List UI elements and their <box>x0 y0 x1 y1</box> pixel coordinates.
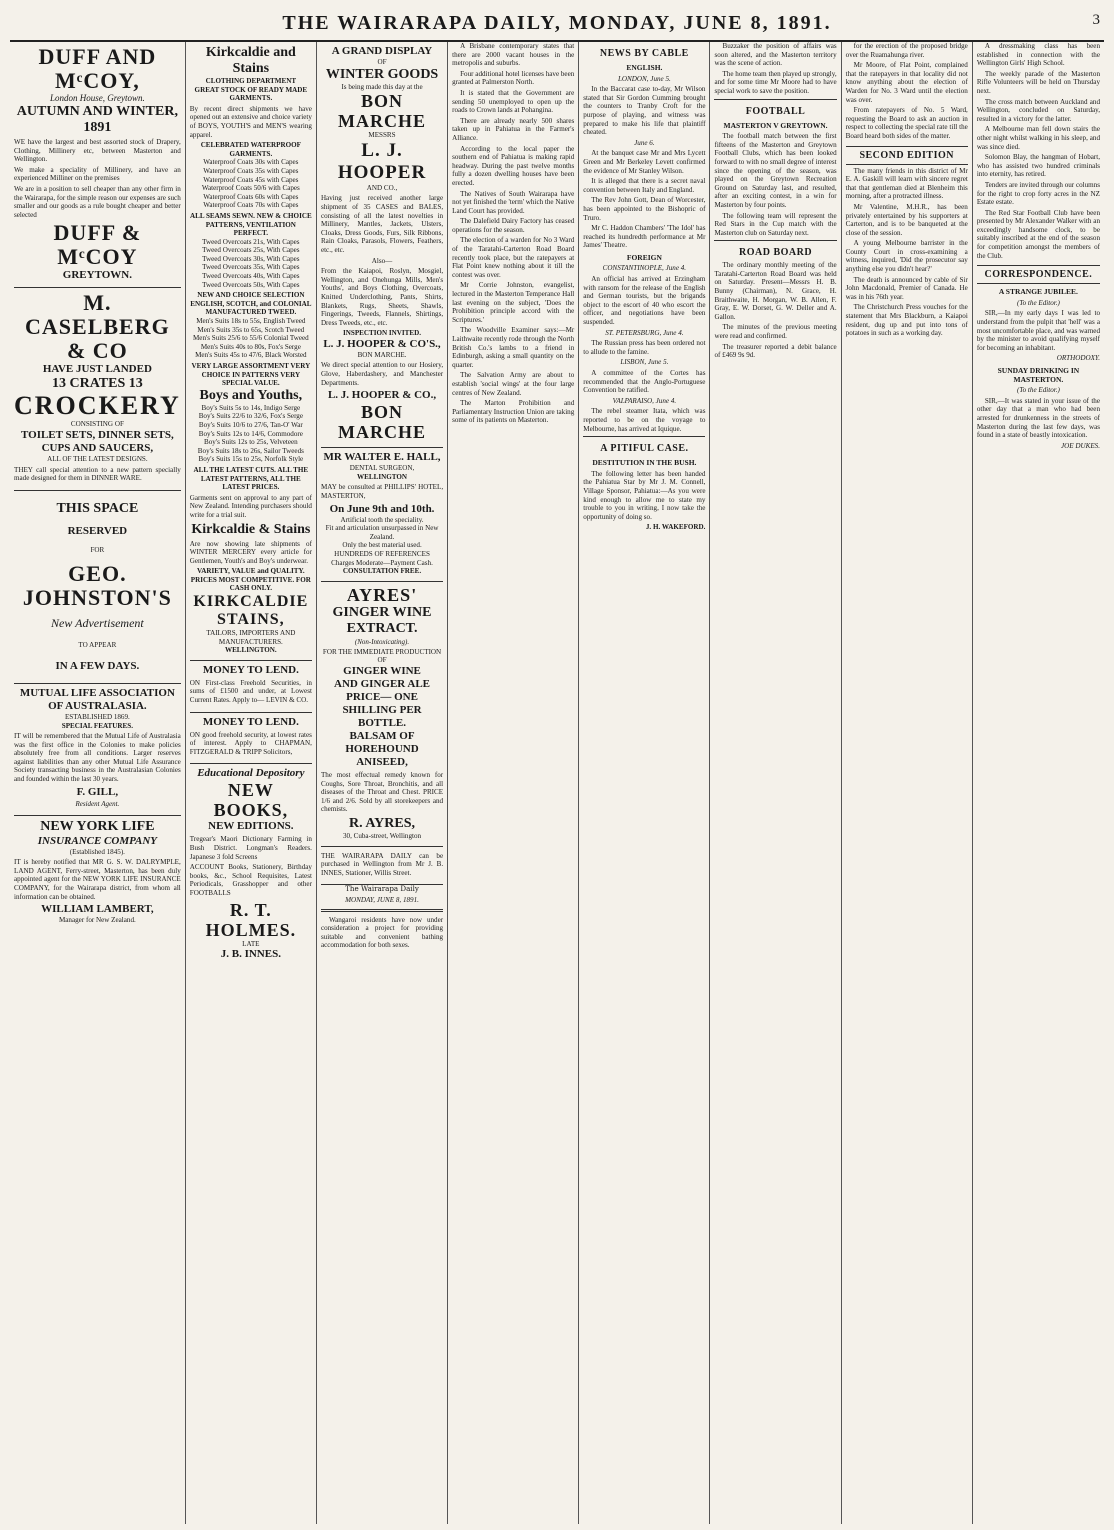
correspondence-head: CORRESPONDENCE. <box>977 265 1100 284</box>
reserved-line-2: RESERVED <box>67 524 128 537</box>
new-york-life-ad <box>14 816 181 930</box>
news-paragraph: The Russian press has been ordered not to allude to the famine. <box>583 339 706 356</box>
firm-location: London House, Greytown. <box>50 93 145 103</box>
hooper-text-3: We direct special attention to our Hosiery, Glove, Haberdashery, and Manchester Departments. <box>320 361 444 387</box>
price-line: Tweed Overcoats 21s, With Capes <box>202 237 300 246</box>
duff-mccoy-ad <box>14 42 181 288</box>
caselberg-crockery: CROCKERY <box>14 391 181 421</box>
kirkcaldie-assortment: VERY LARGE ASSORTMENT VERY CHOICE IN PATTERNS VERY SPECIAL VALUE. <box>191 362 311 388</box>
cable-sub: ENGLISH. <box>626 63 663 72</box>
caselberg-cups: CUPS AND SAUCERS, <box>41 441 154 454</box>
news-paragraph: The treasurer reported a debit balance of £469 9s 9d. <box>714 342 837 360</box>
price-line: Waterproof Coats 70s with Capes <box>203 201 299 210</box>
dentist-materials: Only the best material used. <box>342 541 422 550</box>
column-1 <box>10 42 186 1524</box>
price-line: Boy's Suits 22/6 to 32/6, Fox's Serge <box>198 412 304 421</box>
dateline: LISBON, June 5. <box>620 358 669 367</box>
nyl-text: IT is hereby notified that MR G. S. W. DALRYMPLE, LAND AGENT, Ferry-street, Masterton, has been duly appointed agent for the NEW YORK LIFE INSURANCE COMPANY, for the Wairarapa district, from whom all information can be obtained. <box>14 858 181 901</box>
johnston-reserved-ad <box>14 491 181 684</box>
letter-text-2: SIR,—It was stated in your issue of the other day that a man who had been arrested for drunkenness in the streets of Masterton during the last few days, was found in a state of beastly intoxication. <box>976 396 1100 440</box>
money-text: ON First-class Freehold Securities, in sums of £1500 and under, at Lowest Current Rates. Apply to— LEVIN & CO. <box>189 678 312 705</box>
bon-marche: BON MARCHE <box>338 91 427 132</box>
price-line: Men's Suits 45s to 47/6, Black Worsted <box>195 351 307 360</box>
news-paragraph: The election of a warden for No 3 Ward of the Taratahi-Carterton Road Board recently took place, but the ratepayers at Flat Point knew nothing about it till the contest was over. <box>452 236 575 279</box>
ayres-name: AYRES' <box>346 584 418 605</box>
kirkcaldie-dept: CLOTHING DEPARTMENT <box>205 77 297 85</box>
bon-marche-ad <box>321 42 443 448</box>
news-paragraph: Tenders are invited through our columns for the right to crop forty acres in the NZ Estate estate. <box>976 180 1100 207</box>
kirkcaldie-great: GREAT STOCK OF READY MADE GARMENTS. <box>194 85 308 103</box>
news-paragraph: The minutes of the previous meeting were read and confirmed. <box>714 323 837 341</box>
letter-title: A STRANGE JUBILEE. <box>998 287 1078 297</box>
money-head: MONEY TO LEND. <box>202 663 299 676</box>
editions-head: NEW EDITIONS. <box>208 820 294 833</box>
dentist-title: DENTAL SURGEON, <box>349 464 415 473</box>
daily-text: THE WAIRARAPA DAILY can be purchased in Wellington from Mr J. B. INNES, Stationer, Willis Street. <box>320 851 444 877</box>
price-line: Tweed Overcoats 25s, With Capes <box>202 246 300 255</box>
dentist-consultation: CONSULTATION FREE. <box>342 567 422 576</box>
football-sub: MASTERTON V GREYTOWN. <box>723 120 828 130</box>
road-board-head: ROAD BOARD <box>739 247 813 259</box>
second-edition-head: SECOND EDITION <box>846 146 968 165</box>
ayres-name-2: R. AYRES, <box>349 815 416 831</box>
letter-signature-2: JOE DUKES. <box>1060 441 1100 450</box>
kirkcaldie-head-4: STAINS, <box>217 611 285 629</box>
cable-head: NEWS BY CABLE <box>599 48 689 59</box>
news-paragraph: In the Baccarat case to-day, Mr Wilson stated that Sir Gordon Cumming brought the counters to Tranby Croft for the purpose of playing, and witness was prepared to make his life that plaintiff cheated. <box>583 85 706 137</box>
news-paragraph: It is alleged that there is a secret naval convention between Italy and England. <box>583 177 706 194</box>
paper-date: MONDAY, JUNE 8, 1891. <box>345 895 419 904</box>
dentist-refs: HUNDREDS OF REFERENCES <box>334 550 430 558</box>
holmes-innes: J. B. INNES. <box>220 948 281 961</box>
news-paragraph: The football match between the first fifteens of the Masterton and Greytown Football Clubs, which has been looked forward to with no small degree of interest since the opening of the season, was played on the Greytown Recreation Ground on Saturday last, and resulted, after an exciting contest, in a win for Masterton by four points. <box>714 132 837 209</box>
ayres-gw: GINGER WINE <box>343 664 421 677</box>
price-line: Waterproof Coats 60s with Capes <box>203 192 299 201</box>
dentist-town: WELLINGTON <box>357 472 407 481</box>
news-paragraph: Solomon Blay, the hangman of Hobart, who has assisted two hundred criminals into eternity, has retired. <box>976 153 1100 179</box>
news-paragraph: The weekly parade of the Masterton Rifle Volunteers will be held on Thursday next. <box>976 69 1100 95</box>
dateline: CONSTANTINOPLE, June 4. <box>602 264 687 273</box>
football-head: FOOTBALL <box>745 105 806 117</box>
kirkcaldie-head-3: KIRKCALDIE <box>193 593 309 611</box>
ayres-ga: AND GINGER ALE <box>334 677 430 690</box>
dentist-charges: Charges Moderate—Payment Cash. <box>331 558 433 567</box>
nyl-manager-role: Manager for New Zealand. <box>58 916 136 925</box>
ayres-extract: EXTRACT. <box>346 620 418 636</box>
firm-name-2: DUFF & MᶜCOY <box>53 220 142 270</box>
column-2 <box>186 42 317 1524</box>
books-head: NEW BOOKS, <box>213 780 289 821</box>
news-paragraph: From ratepayers of No. 5 Ward, requesting the Board to ask an auction in respect to collecting the special rate till the Board heard both sides of the matter. <box>845 106 968 140</box>
kirkcaldie-variety: VARIETY, VALUE and QUALITY. PRICES MOST COMPETITIVE. FOR CASH ONLY. <box>190 567 311 593</box>
news-paragraph: A young Melbourne barrister in the County Court in cross-examining a witness, inquired, 'Did the prosecutor say anything else you didn't hear?' <box>845 239 968 274</box>
reserved-line-4: GEO. <box>68 561 127 587</box>
editorial-section <box>321 885 443 950</box>
signature: J. H. WAKEFORD. <box>645 523 706 532</box>
ayres-address: 30, Cuba-street, Wellington <box>342 831 422 840</box>
price-line: Men's Suits 40s to 80s, Fox's Serge <box>200 342 301 351</box>
caselberg-attention: THEY call special attention to a new pattern specially made designed for them in DINNER WARE. <box>14 465 181 483</box>
divider <box>321 909 443 912</box>
price-line: Men's Suits 25/6 to 55/6 Colonial Tweed <box>192 334 309 343</box>
news-paragraph: The Salvation Army are about to establish 'social wings' at the four large centres of New Zealand. <box>452 371 575 397</box>
mutual-title: MUTUAL LIFE ASSOCIATION <box>19 686 175 699</box>
news-paragraph: A committee of the Cortes has recommended that the Anglo-Portuguese Convention be ratified. <box>583 369 706 395</box>
mutual-text: IT will be remembered that the Mutual Life of Australasia was the first office in the Colonies to make policies absolutely free from all conditions. Larger reserves against liabilities than any other Mutual Life Assurance Society transacting business in the Australasian Colonies and founded within the last 30 years. <box>14 732 181 784</box>
reserved-line-6: New Advertisement <box>51 616 144 631</box>
reserved-line-5: JOHNSTON'S <box>22 585 172 611</box>
news-paragraph: Mr Valentine, M.H.R., has been privately entertained by his supporters at Carterton, and is to be banqueted at the close of the session. <box>845 202 968 237</box>
price-line: Waterproof Coats 45s with Capes <box>203 175 299 184</box>
grand-of: OF <box>377 58 387 66</box>
column-8 <box>973 42 1104 1524</box>
holmes-late: LATE <box>242 939 260 948</box>
kirkcaldie-cut: ALL THE LATEST CUTS. ALL THE LATEST PATTERNS, ALL THE LATEST PRICES. <box>193 465 309 492</box>
price-line: Waterproof Coats 35s with Capes <box>203 166 299 175</box>
news-paragraph: The rebel steamer Itata, which was reported to be on the voyage to Melbourne, has arrived at Iquique. <box>583 407 706 433</box>
news-paragraph: According to the local paper the southern end of Pahiatua is making rapid headway. During the past twelve months fully a dozen dwelling houses have been erected. <box>452 144 575 187</box>
dentist-teeth: Artificial tooth the speciality. <box>340 515 424 524</box>
kirkcaldie-boys: Boys and Youths, <box>199 387 303 403</box>
kirkcaldie-sent: Garments sent on approval to any part of New Zealand. Intending purchasers should write for a trial suit. <box>189 493 312 519</box>
hooper-text-2: From the Kaiapoi, Roslyn, Mosgiel, Wellington, and Onehunga Mills, Men's Youths', and Boys Clothing, Overcoats, Knitted Underclothing, Pants, Shirts, Blankets, Rugs, Sheets, Shawls, Fingerings, Tweeds, Flannels, Shirtings, Dress Tweeds, etc., etc. <box>320 267 444 327</box>
kirkcaldie-suits: NEW AND CHOICE SELECTION ENGLISH, SCOTCH, and COLONIAL MANUFACTURED TWEED. <box>190 291 312 317</box>
news-paragraph: Mr Moore, of Flat Point, complained that the ratepayers in that locality did not know anything about the election of Warden for No. 3 Ward until the election was over. <box>845 61 968 104</box>
reserved-line-3: FOR <box>90 545 105 554</box>
column-7 <box>842 42 973 1524</box>
hooper-name-2: L. J. HOOPER & CO'S., <box>323 337 441 350</box>
mutual-life-ad <box>14 684 181 816</box>
reserved-line-7: TO APPEAR <box>78 641 117 650</box>
caselberg-crates: 13 CRATES 13 <box>52 376 143 392</box>
price-line: Tweed Overcoats 40s, With Capes <box>202 272 300 281</box>
mutual-region: OF AUSTRALASIA. <box>48 699 147 712</box>
letter-text: SIR,—In my early days I was led to understand from the pulpit that 'hell' was a most uncomfortable place, and was warned by the minister to avoid qualifying myself for becoming an inhabitant. <box>976 309 1100 352</box>
column-3 <box>317 42 448 1524</box>
reserved-line-8: IN A FEW DAYS. <box>55 659 140 672</box>
kirkcaldie-sewn: ALL SEAMS SEWN. NEW & CHOICE PATTERNS, VENTILATION PERFECT. <box>190 211 312 238</box>
count-text: ACCOUNT Books, Stationery, Birthday books, &c., School Requisites, Latest Periodicals, Grasshopper and other FOOTBALLS <box>189 863 312 897</box>
news-paragraph: The Red Star Football Club have been presented by Mr Alexander Walker with an exceedingly handsome clock, to be suitably inscribed at the end of the season for competition amongst the members of the Club. <box>976 208 1100 260</box>
money-to-lend-ad <box>190 661 312 713</box>
kirkcaldie-head: Kirkcaldie and Stains <box>205 45 296 76</box>
news-paragraph: The Woodville Examiner says:—Mr Laithwaite recently rode through the North British Co.'s lambs to a friend in Edinburgh, asking a small quantity on the quarter. <box>452 326 575 369</box>
grand-display: A GRAND DISPLAY <box>331 45 433 57</box>
news-paragraph: The Natives of South Wairarapa have not yet finished the 'term' which the Native Land Court has provided. <box>452 189 575 215</box>
caselberg-name: M. CASELBERG & CO <box>25 290 170 364</box>
news-paragraph: A Brisbane contemporary states that there are 2000 vacant houses in the metropolis and suburbs. <box>452 42 575 68</box>
news-paragraph: The Rev John Gott, Dean of Worcester, has been appointed to the Bishopric of Truro. <box>583 196 706 222</box>
dentist-dates: On June 9th and 10th. <box>329 502 435 515</box>
news-paragraph: Four additional hotel licenses have been granted at Palmerston North. <box>452 69 575 87</box>
masthead <box>10 6 1104 42</box>
ayres-remedy: The most effectual remedy known for Coughs, Sore Throat, Bronchitis, and all diseases of the Throat and Chest. PRICE 1/6 and 2/6. Sold by all storekeepers and chemists. <box>320 770 444 814</box>
divider <box>714 99 836 100</box>
letter-signature: ORTHODOXY. <box>1056 354 1100 363</box>
ayres-ginger: GINGER WINE <box>332 604 432 620</box>
hooper-andco: AND CO., <box>366 183 398 192</box>
messrs: MESSRS <box>368 131 396 140</box>
price-line: Waterproof Coats 50/6 with Capes <box>201 184 300 193</box>
to-editor: (To the Editor.) <box>1016 298 1060 307</box>
news-paragraph: A Melbourne man fell down stairs the other night whilst walking in his sleep, and was since died. <box>976 125 1100 151</box>
foreign-head: FOREIGN <box>626 252 662 262</box>
price-line: Men's Suits 35s to 65s, Scotch Tweed <box>197 325 305 334</box>
price-line: Boy's Suits 12s to 14/6, Commodore <box>198 429 303 438</box>
news-paragraph: A dressmaking class has been established in connection with the Wellington Girls' High School. <box>976 42 1100 68</box>
dentist-consult: MAY be consulted at PHILLIPS' HOTEL, MASTERTON, <box>320 483 444 501</box>
tregear-text: Tregear's Maori Dictionary Farming in Bush District. Longman's Readers. Japanese 3 fold Screens <box>189 835 312 861</box>
hooper-name: L. J. HOOPER <box>337 139 427 183</box>
ayres-balsam: BALSAM OF HOREHOUND ANISEED, <box>345 729 419 768</box>
news-paragraph: The Marton Prohibition and Parliamentary Instruction Union are taking some of its patients on Masterton. <box>452 399 575 425</box>
pitiful-head: A PITIFUL CASE. <box>600 443 689 455</box>
column-grid <box>10 42 1104 1524</box>
caselberg-consisting: CONSISTING OF <box>70 420 124 429</box>
dateline: ST. PETERSBURG, June 4. <box>605 328 684 337</box>
price-line: Men's Suits 18s to 55s, English Tweed <box>196 317 306 326</box>
news-paragraph: The Christchurch Press vouches for the statement that Mrs Blackburn, a Kaiapoi resident, dug up and put into tons of potatoes in such as a working day. <box>845 303 968 338</box>
price-line: Boy's Suits 10/6 to 27/6, Tan-O' War <box>198 420 303 429</box>
price-line: Tweed Overcoats 35s, With Capes <box>202 263 300 272</box>
kirkcaldie-showing: Are now showing late shipments of WINTER MERCERY every article for Gentlemen, Youth's and Boy's underwear. <box>189 539 312 565</box>
masthead-title: THE WAIRARAPA DAILY, MONDAY, JUNE 8, 1891. <box>282 12 832 34</box>
price-line: Waterproof Coats 30s with Capes <box>203 158 299 167</box>
money-to-lend-ad-2 <box>190 713 312 765</box>
hooper-also: Also— <box>371 256 393 265</box>
kirkcaldie-town: WELLINGTON. <box>224 646 277 655</box>
nyl-manager: WILLIAM LAMBERT, <box>41 903 154 916</box>
news-paragraph: The death is announced by cable of Sir John Macdonald, Premier of Canada. He was in his 76th year. <box>845 275 968 301</box>
ad-paragraph: We make a speciality of Millinery, and have an experienced Milliner on the premises <box>14 165 181 183</box>
kirkcaldie-tailors: TAILORS, IMPORTERS AND MANUFACTURERS. <box>206 629 296 646</box>
mutual-agent: F. GILL, <box>76 785 119 798</box>
dentist-name: MR WALTER E. HALL, <box>323 451 441 464</box>
ayres-ad <box>321 582 443 847</box>
mutual-features: SPECIAL FEATURES. <box>61 721 133 730</box>
mutual-established: ESTABLISHED 1869. <box>64 712 130 721</box>
news-paragraph: for the erection of the proposed bridge over the Ruamahunga river. <box>845 42 968 59</box>
news-paragraph: The following letter has been handed the Pahiatua Star by Mr J. M. Connell, Village Sponsor, Pahiatua:—As you were kind enough to allow me to state my trouble to you in writing, I now take the opportunity of doing so. <box>583 469 706 521</box>
news-paragraph: The home team then played up strongly, and for some time Mr Moore had to have special work to save the position. <box>714 69 837 95</box>
news-paragraph: It is stated that the Government are sending 50 unemployed to open up the roads to Crown lands at Pohangina. <box>452 88 575 115</box>
hooper-inspection: INSPECTION INVITED. <box>342 329 422 338</box>
holmes-ad <box>190 764 312 966</box>
ad-paragraph: We are in a position to sell cheaper than any other firm in the Wairarapa, for the simple reason our expenses are such smaller and our goods as a rule bought cheaper and better selected <box>14 184 181 219</box>
dateline: VALPARAISO, June 4. <box>612 396 677 405</box>
column-5 <box>579 42 710 1524</box>
dateline: LONDON, June 5. <box>617 74 671 83</box>
price-line: Boy's Suits 15s to 25s, Norfolk Style <box>198 455 304 464</box>
dentist-ad <box>321 448 443 582</box>
ad-paragraph: WE have the largest and best assorted stock of Drapery, Clothing, Millinery etc, between Masterton and Wellington. <box>14 138 181 164</box>
price-line: Boy's Suits 18s to 26s, Sailor Tweeds <box>197 446 304 455</box>
caselberg-ad <box>14 288 181 490</box>
firm-name: DUFF AND MᶜCOY, <box>38 44 157 93</box>
column-6 <box>710 42 841 1524</box>
hooper-name-3: L. J. HOOPER & CO., <box>327 389 437 402</box>
kirkcaldie-waterproof: CELEBRATED WATERPROOF GARMENTS. <box>200 141 301 158</box>
winter-goods: WINTER GOODS <box>325 66 439 82</box>
caselberg-landed: HAVE JUST LANDED <box>42 363 152 376</box>
kirkcaldie-clothing-ad <box>190 42 312 661</box>
dateline: June 6. <box>634 138 655 147</box>
editorial-paragraph: Wangaroi residents have now under consideration a project for providing suitable and convenient bathing accommodation for both sexes. <box>320 915 444 950</box>
to-editor-2: (To the Editor.) <box>1016 386 1060 395</box>
news-paragraph: Mr C. Haddon Chambers' 'The Idol' has reached its hundredth performance at Mr James' Theatre. <box>583 224 706 250</box>
bon-marche-3: BON MARCHE <box>338 402 427 443</box>
news-paragraph: The many friends in this district of Mr E. A. Gaskill will learn with sincere regret that that gentleman died at Blenheim this morning, after a protracted illness. <box>845 166 968 201</box>
caselberg-sets: TOILET SETS, DINNER SETS, <box>21 428 174 441</box>
ayres-prod: FOR THE IMMEDIATE PRODUCTION OF <box>322 647 442 665</box>
ayres-nonint: (Non-Intoxicating). <box>354 637 410 646</box>
divider <box>714 240 836 241</box>
news-paragraph: The cross match between Auckland and Wellington, concluded on Saturday, resulted in a victory for the latter. <box>976 97 1100 123</box>
divider <box>583 436 705 437</box>
news-paragraph: Buzzaker the position of affairs was soon altered, and the Masterton territory was the scene of action. <box>714 42 837 68</box>
column-4 <box>448 42 579 1524</box>
daily-notice <box>321 847 443 886</box>
page-number: 3 <box>1092 12 1100 28</box>
letter-title-2: SUNDAY DRINKING IN MASTERTON. <box>997 366 1080 384</box>
news-paragraph: The following team will represent the Red Stars in the Cup match with the Masterton club on Saturday next. <box>714 211 837 237</box>
price-line: Boy's Suits 12s to 25s, Velveteen <box>203 438 298 447</box>
pitiful-sub: DESTITUTION IN THE BUSH. <box>592 458 697 468</box>
reserved-line-1: THIS SPACE <box>56 500 139 516</box>
price-line: Tweed Overcoats 50s, With Capes <box>202 280 300 289</box>
mutual-agent-role: Resident Agent. <box>75 799 120 808</box>
price-line: Boy's Suits 5s to 14s, Indigo Serge <box>201 403 301 412</box>
paper-name: The Wairarapa Daily <box>345 884 419 894</box>
nyl-subtitle: INSURANCE COMPANY <box>37 834 158 847</box>
ayres-price: PRICE— ONE SHILLING PER BOTTLE. <box>342 690 422 729</box>
firm-town: GREYTOWN. <box>62 269 132 282</box>
being-made: Is being made this day at the <box>341 82 423 91</box>
kirkcaldie-head-2: Kirkcaldie & Stains <box>191 521 311 537</box>
nyl-established: (Established 1845). <box>69 847 125 856</box>
dentist-fit: Fit and articulation unsurpassed in New Zealand. <box>325 524 439 541</box>
news-paragraph: There are already nearly 500 shares taken up in Pahiatua in the Farmer's Alliance. <box>452 116 575 142</box>
caselberg-latest: ALL OF THE LATEST DESIGNS. <box>47 454 148 463</box>
money-head-2: MONEY TO LEND. <box>202 715 299 728</box>
kirkcaldie-intro: By recent direct shipments we have opened out an extensive and choice variety of BOYS, YOUTH'S and MEN'S wearing apparel. <box>189 104 312 139</box>
news-paragraph: At the banquet case Mr and Mrs Lycett Green and Mr Berkeley Levett confirmed the evidence of Mr Stanley Wilson. <box>583 149 706 175</box>
bon-marche-2: BON MARCHE. <box>357 350 407 359</box>
news-paragraph: The ordinary monthly meeting of the Taratahi-Carterton Road Board was held on Saturday. Present—Messrs H. B. Bunny (Chairman), N. Grace, H. Braithwaite, H. Morgan, W. B. Allen, F. Gray, E. W. Dorset, G. W. Deller and A. Gallon. <box>714 261 837 321</box>
depository-head: Educational Depository <box>197 767 305 780</box>
holmes-name: R. T. HOLMES. <box>205 899 297 940</box>
price-line: Tweed Overcoats 30s, With Capes <box>202 254 300 263</box>
money-text-2: ON good freehold security, at lowest rates of interest. Apply to CHAPMAN, FITZGERALD & TRIPP Solicitors, <box>189 730 312 756</box>
season-banner: AUTUMN AND WINTER, 1891 <box>16 104 178 135</box>
nyl-title: NEW YORK LIFE <box>40 818 155 834</box>
news-paragraph: An official has arrived at Erzingham with ransom for the release of the English and German tourists, but the brigands object to the escort of 40 who escort the officer, and negotiations have been suspended. <box>583 275 706 327</box>
news-paragraph: The Dalefield Dairy Factory has ceased operations for the season. <box>452 217 575 234</box>
hooper-text-1: Having just received another large shipment of 35 CASES and BALES, consisting of all the latest novelties in Millinery, Mantles, Jackets, Ulsters, Cloaks, Dress Goods, Furs, Silk Ribbons, Rain Cloaks, Parasols, Flowers, Feathers, etc., etc. <box>320 194 444 254</box>
news-paragraph: Mr Corrie Johnston, evangelist, lectured in the Masterton Temperance Hall last evening on the subject, 'Does the Prohibition principle accord with the Scriptures.' <box>452 281 575 324</box>
